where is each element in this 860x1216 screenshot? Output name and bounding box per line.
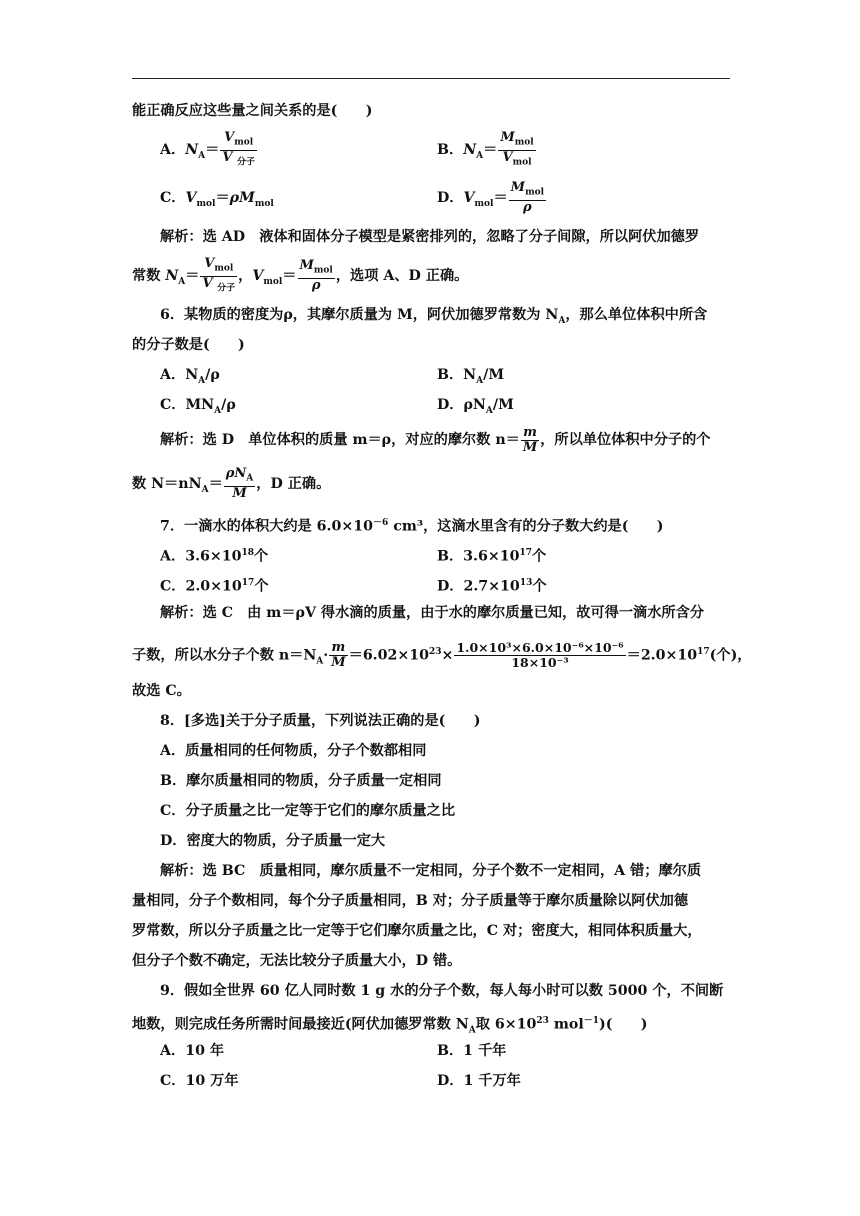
q8-solution-1: 解析：选 BC 质量相同，摩尔质量不一定相同，分子个数不一定相同，A 错；摩尔质: [160, 863, 702, 879]
q7-options-ab: [132, 538, 732, 568]
q5-option-c: C．$V_{mol}=\rho M_{mol}$: [160, 190, 274, 209]
q5-options-cd: [132, 174, 732, 222]
q7-solution-1: 解析：选 C 由 m＝ρV 得水滴的质量，由于水的摩尔质量已知，故可得一滴水所含分: [160, 605, 704, 621]
q8-stem: 8．[多选]关于分子质量，下列说法正确的是( ): [160, 713, 481, 729]
q6-stem-1: 6．某物质的密度为ρ，其摩尔质量为 M，阿伏加德罗常数为 $N_A$，那么单位体积中所含: [160, 307, 708, 326]
q9-stem-2: 地数，则完成任务所需时间最接近(阿伏加德罗常数 $N_A$取 $6\times 10^{23}$ mol$^{-1}$)( ): [132, 1016, 648, 1036]
q5-options-ab: [132, 126, 732, 174]
q7-stem: 7．一滴水的体积大约是 $6.0\times 10^{-6}$ cm³，这滴水里含有的分子数大约是( ): [160, 518, 664, 535]
q5-solution-2: 常数 $N_A=$ $V_{mol}$ V $_{分子}$ ，$V_{mol}=$ $M_{mol}$ ρ ，选项 A、D 正确。: [132, 255, 469, 294]
q7-option-a: A．$3.6\times 10^{18}$个: [160, 548, 269, 565]
q5-option-a: A．$N_A=$ $V_{mol}$ V $_{分子}$: [160, 129, 255, 168]
q8-option-c: C．分子质量之比一定等于它们的摩尔质量之比: [160, 803, 456, 819]
q7-option-d: D．$2.7\times 10^{13}$个: [437, 578, 547, 595]
q6-option-b: B．$N_A/M$: [437, 367, 505, 386]
q8-solution-3: 罗常数，所以分子质量之比一定等于它们摩尔质量之比，C 对；密度大，相同体积质量大，: [132, 923, 702, 939]
q5-solution-1: 解析：选 AD 液体和固体分子模型是紧密排列的，忽略了分子间隙，所以阿伏加德罗: [160, 229, 700, 245]
q8-solution-2: 量相同，分子个数相同，每个分子质量相同，B 对；分子质量等于摩尔质量除以阿伏加德: [132, 893, 689, 909]
q7-solution-2: 子数，所以水分子个数 $n=N_A\cdot$ $\frac{m}{M}$ $=6.02\times 10^{23}\times$ $\frac{\text{1.0×10³×6.0×10⁻⁶×10⁻⁶}}{\text{18×10⁻³}}$ $=2.0\times 10^{17}$(个)，: [132, 640, 752, 671]
q9-option-d: D．1 千万年: [437, 1073, 521, 1089]
q6-option-c: C．$MN_A/\rho$: [160, 397, 236, 416]
q9-option-c: C．10 万年: [160, 1073, 239, 1089]
q6-option-d: D．$\rho N_A/M$: [437, 397, 514, 416]
q5-option-d: D．$V_{mol}=$ $M_{mol}$ ρ: [437, 180, 545, 215]
document-body: [132, 96, 752, 1096]
q9-stem-1: 9．假如全世界 60 亿人同时数 1 g 水的分子个数，每人每小时可以数 5000 个，不间断: [160, 983, 724, 999]
q6-solution-1: 解析：选 D 单位体积的质量 m＝ρ，对应的摩尔数 n＝ $\frac{m}{M}$ ，所以单位体积中分子的个: [160, 424, 711, 455]
q5-option-b: B．$N_A=$ $M_{mol}$ $V_{mol}$: [437, 129, 534, 168]
q6-options-ab: [132, 360, 732, 390]
q8-option-b: B．摩尔质量相同的物质，分子质量一定相同: [160, 773, 442, 789]
header-rule: [132, 78, 730, 79]
q9-options-ab: [132, 1036, 732, 1066]
q9-option-b: B．1 千年: [437, 1043, 507, 1059]
q7-option-b: B．$3.6\times 10^{17}$个: [437, 548, 547, 565]
q8-option-a: A．质量相同的任何物质，分子个数都相同: [160, 743, 427, 759]
q5-stem-tail: 能正确反应这些量之间关系的是( ): [132, 103, 373, 119]
q7-options-cd: [132, 568, 732, 598]
q6-options-cd: [132, 390, 732, 420]
q6-stem-2: 的分子数是( ): [132, 337, 245, 353]
q8-option-d: D．密度大的物质，分子质量一定大: [160, 833, 386, 849]
q7-option-c: C．$2.0\times 10^{17}$个: [160, 578, 269, 595]
q6-solution-2: 数 $N=nN_A=$ $\rho N_A$ M ，D 正确。: [132, 466, 331, 501]
q8-solution-4: 但分子个数不确定，无法比较分子质量大小，D 错。: [132, 953, 462, 969]
q7-solution-3: 故选 C。: [132, 683, 191, 699]
q9-option-a: A．10 年: [160, 1043, 225, 1059]
q6-option-a: A．$N_A/\rho$: [160, 367, 220, 386]
q9-options-cd: [132, 1066, 732, 1096]
